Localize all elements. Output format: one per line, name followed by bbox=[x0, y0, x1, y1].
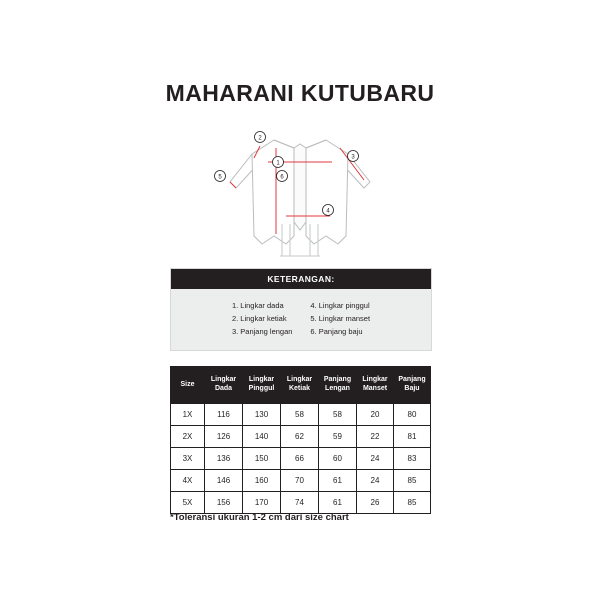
table-cell: 83 bbox=[394, 448, 431, 470]
table-header-cell: Lingkar Manset bbox=[357, 367, 394, 404]
table-cell: 58 bbox=[319, 404, 357, 426]
size-table-wrapper bbox=[170, 366, 430, 514]
table-cell: 85 bbox=[394, 470, 431, 492]
legend-item: 1. Lingkar dada bbox=[231, 301, 284, 310]
table-cell-size: 4X bbox=[171, 470, 205, 492]
svg-text:2: 2 bbox=[258, 135, 262, 142]
table-header-row bbox=[171, 367, 431, 404]
legend-panel bbox=[170, 268, 432, 351]
tolerance-note: *Toleransi ukuran 1-2 cm dari size chart bbox=[170, 512, 349, 523]
legend-item: 5. Lingkar manset bbox=[310, 314, 371, 324]
table-cell-size: 2X bbox=[171, 426, 205, 448]
table-cell: 140 bbox=[243, 426, 281, 448]
table-cell: 74 bbox=[281, 492, 319, 514]
legend-item: 3. Panjang lengan bbox=[231, 327, 293, 337]
table-cell: 20 bbox=[357, 404, 394, 426]
table-cell: 70 bbox=[281, 470, 319, 492]
table-cell-size: 1X bbox=[171, 404, 205, 426]
table-cell: 126 bbox=[205, 426, 243, 448]
svg-text:1: 1 bbox=[276, 160, 280, 167]
table-cell: 62 bbox=[281, 426, 319, 448]
table-cell: 24 bbox=[357, 448, 394, 470]
table-header-cell: Panjang Lengan bbox=[319, 367, 357, 404]
table-header-cell: Lingkar Dada bbox=[205, 367, 243, 404]
table-cell: 170 bbox=[243, 492, 281, 514]
table-cell: 85 bbox=[394, 492, 431, 514]
table-cell: 66 bbox=[281, 448, 319, 470]
svg-text:3: 3 bbox=[351, 154, 355, 161]
garment-illustration bbox=[190, 104, 410, 264]
legend-body bbox=[171, 289, 431, 350]
table-cell: 160 bbox=[243, 470, 281, 492]
svg-text:5: 5 bbox=[218, 174, 222, 181]
legend-item: 6. Panjang baju bbox=[310, 327, 363, 337]
legend-heading: KETERANGAN: bbox=[171, 269, 431, 289]
size-table bbox=[170, 366, 431, 514]
table-cell-size: 5X bbox=[171, 492, 205, 514]
table-header-cell: Size bbox=[171, 367, 205, 404]
table-cell-size: 3X bbox=[171, 448, 205, 470]
svg-text:4: 4 bbox=[326, 208, 330, 215]
table-cell: 136 bbox=[205, 448, 243, 470]
table-cell: 150 bbox=[243, 448, 281, 470]
table-cell: 61 bbox=[319, 470, 357, 492]
legend-column-right bbox=[310, 299, 370, 338]
table-row bbox=[171, 404, 431, 426]
table-cell: 26 bbox=[357, 492, 394, 514]
legend-item: 4. Lingkar pinggul bbox=[310, 301, 370, 310]
table-cell: 61 bbox=[319, 492, 357, 514]
table-cell: 22 bbox=[357, 426, 394, 448]
table-cell: 156 bbox=[205, 492, 243, 514]
table-cell: 130 bbox=[243, 404, 281, 426]
table-cell: 80 bbox=[394, 404, 431, 426]
table-cell: 146 bbox=[205, 470, 243, 492]
table-cell: 81 bbox=[394, 426, 431, 448]
table-header-cell: Panjang Baju bbox=[394, 367, 431, 404]
table-row bbox=[171, 470, 431, 492]
table-cell: 58 bbox=[281, 404, 319, 426]
table-row bbox=[171, 426, 431, 448]
table-cell: 24 bbox=[357, 470, 394, 492]
table-cell: 60 bbox=[319, 448, 357, 470]
legend-item: 2. Lingkar ketiak bbox=[231, 314, 287, 324]
table-cell: 59 bbox=[319, 426, 357, 448]
table-row bbox=[171, 492, 431, 514]
table-header-cell: Lingkar Pinggul bbox=[243, 367, 281, 404]
page-title: MAHARANI KUTUBARU bbox=[165, 80, 435, 106]
legend-column-left bbox=[232, 299, 292, 338]
table-cell: 116 bbox=[205, 404, 243, 426]
table-row bbox=[171, 448, 431, 470]
table-header-cell: Lingkar Ketiak bbox=[281, 367, 319, 404]
svg-text:6: 6 bbox=[280, 174, 284, 181]
